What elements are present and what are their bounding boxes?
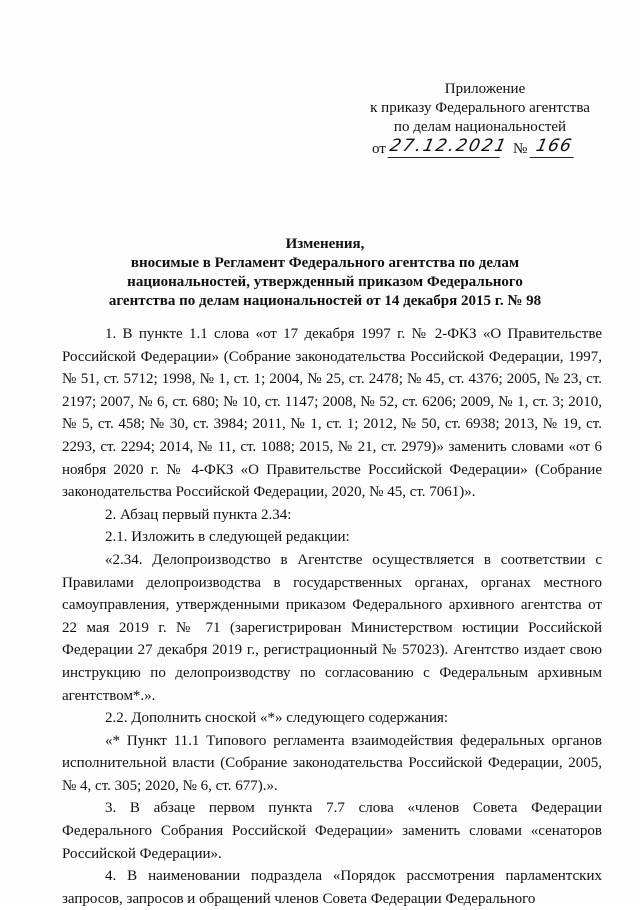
paragraph-1: 1. В пункте 1.1 слова «от 17 декабря 1997 г. № 2-ФКЗ «О Правительстве Российской Федерации» (Собрание законодательства Российской Федерации, 1997, № 51, ст. 5712; 1998, № 1, ст. 1; 2004, № 25, ст. 2478; № 45, ст. 4376; 2005, № 23, ст. 2197; 2007, № 6, ст. 680; № 10, ст. 1147; 2008, № 52, ст. 6206; 2009, № 1, ст. 3; 2010, № 5, ст. 458; № 30, ст. 3984; 2011, № 1, ст. 1; 2012, № 50, ст. 6938; 2013, № 19, ст. 2293, ст. 2294; 2014, № 11, ст. 1088; 2015, № 21, ст. 2979)» заменить словами «от 6 ноября 2020 г. № 4-ФКЗ «О Правительстве Российской Федерации» (Собрание законодательства Российской Федерации, 2020, № 45, ст. 7061)». xyxy=(62,326,602,501)
title-line-2: вносимые в Регламент Федерального агентства по делам xyxy=(130,255,520,271)
paragraph-2-34-text: «2.34. Делопроизводство в Агентстве осуществляется в соответствии с Правилами делопроизводства в государственных органах, органах местного самоуправления, утвержденными приказом Федерального архивного агентства от 22 мая 2019 г. № 71 (зарегистрирован Министерством юстиции Российской Федерации 27 декабря 2019 г., регистрационный № 57023). Агентство издает свою инструкцию по делопроизводству по согласованию с Федеральным архивным агентством*.». xyxy=(62,551,602,704)
document-title xyxy=(60,235,590,311)
paragraph-3: 3. В абзаце первом пункта 7.7 слова «членов Совета Федерации Федерального Собрания Российской Федерации» заменить словами «сенаторов Российской Федерации». xyxy=(62,800,602,862)
number-sign: № xyxy=(513,141,528,157)
order-number-handwritten: 166 xyxy=(530,135,579,158)
footnote-text: «* Пункт 11.1 Типового регламента взаимодействия федеральных органов исполнительной власти (Собрание законодательства Российской Федерации, 2005, № 4, ст. 305; 2020, № 6, ст. 677).». xyxy=(62,732,602,794)
paragraph-2-1: 2.1. Изложить в следующей редакции: xyxy=(105,529,350,546)
order-date-handwritten: 27.12.2021 xyxy=(387,136,510,156)
document-body xyxy=(62,323,602,910)
order-date-number-row xyxy=(372,135,612,161)
paragraph-2: 2. Абзац первый пункта 2.34: xyxy=(105,506,292,523)
approval-block xyxy=(345,80,615,137)
paragraph-2-2: 2.2. Дополнить сноской «*» следующего содержания: xyxy=(105,710,449,727)
approval-agency-line: по делам национальностей xyxy=(393,119,567,135)
date-prefix: от xyxy=(372,141,386,157)
title-line-1: Изменения, xyxy=(285,236,365,252)
approval-order-line: к приказу Федерального агентства xyxy=(370,100,590,116)
approval-label: Приложение xyxy=(444,81,526,97)
title-line-3: национальностей, утвержденный приказом Федерального xyxy=(127,274,523,290)
title-line-4: агентства по делам национальностей от 14 декабря 2015 г. № 98 xyxy=(108,293,542,309)
paragraph-4: 4. В наименовании подраздела «Порядок рассмотрения парламентских запросов, запросов и обращений членов Совета Федерации Федерального xyxy=(62,868,602,907)
